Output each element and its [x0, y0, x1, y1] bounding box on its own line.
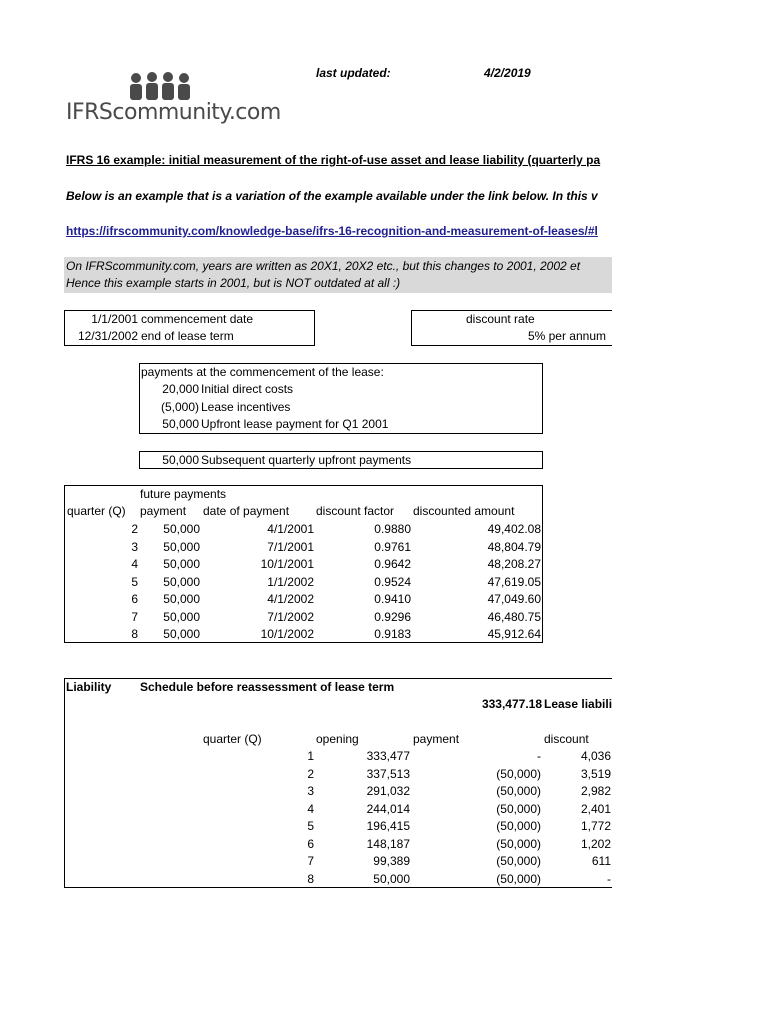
last-updated-value: 4/2/2019	[484, 66, 531, 80]
opening-cell: 99,389	[373, 854, 410, 868]
discounted-amount-cell: 45,912.64	[487, 627, 541, 641]
opening-cell: 291,032	[366, 784, 410, 798]
intro-text: Below is an example that is a variation of the example available under the link below. In this v	[66, 189, 598, 203]
payment-cell: (50,000)	[496, 836, 541, 851]
upfront-payment-label: Upfront lease payment for Q1 2001	[201, 417, 389, 431]
header-discount-factor: discount factor	[316, 504, 395, 518]
header-date-of-payment: date of payment	[203, 504, 290, 518]
commencement-date-label: commencement date	[141, 312, 254, 326]
note-line-1: On IFRScommunity.com, years are written as 20X1, 20X2 etc., but this changes to 2001, 2002 et	[66, 259, 581, 273]
discount-factor-cell: 0.9880	[374, 522, 411, 536]
discount-cell: 1,202	[580, 836, 611, 851]
commencement-heading: payments at the commencement of the lease:	[141, 365, 384, 379]
header-quarter: quarter (Q)	[67, 504, 126, 518]
note-line-2: Hence this example starts in 2001, but is NOT outdated at all :)	[66, 276, 401, 290]
subsequent-payments-label: Subsequent quarterly upfront payments	[201, 453, 412, 467]
discount-cell: 611	[591, 854, 611, 868]
liability-header-quarter: quarter (Q)	[203, 732, 262, 746]
payment-cell: 50,000	[163, 574, 200, 589]
discount-cell: 3,519	[580, 766, 611, 781]
lease-liability-total-label: Lease liabili	[544, 697, 612, 711]
liability-header-opening: opening	[316, 732, 359, 746]
commencement-date-value: 1/1/2001	[91, 312, 138, 326]
page-title: IFRS 16 example: initial measurement of the right-of-use asset and lease liability (quarterly pa	[66, 153, 601, 167]
quarter-cell: 4	[307, 801, 314, 816]
quarter-cell: 5	[307, 819, 314, 833]
payment-cell: (50,000)	[496, 784, 541, 798]
payment-cell: (50,000)	[496, 819, 541, 833]
opening-cell: 244,014	[366, 801, 410, 816]
header-discounted-amount: discounted amount	[413, 504, 515, 518]
end-of-term-value: 12/31/2002	[77, 329, 138, 343]
discount-cell: -	[607, 871, 611, 886]
date-cell: 7/1/2002	[267, 609, 314, 624]
date-cell: 7/1/2001	[267, 539, 314, 554]
lease-incentives-amount: (5,000)	[160, 400, 199, 414]
discount-factor-cell: 0.9410	[374, 592, 411, 606]
quarter-cell: 6	[307, 836, 314, 851]
liability-left-border	[64, 678, 65, 888]
date-cell: 4/1/2002	[267, 592, 314, 606]
knowledge-base-link[interactable]: https://ifrscommunity.com/knowledge-base/ifrs-16-recognition-and-measurement-of-leases/#l	[66, 224, 598, 238]
payment-cell: (50,000)	[496, 766, 541, 781]
payment-cell: 50,000	[163, 557, 200, 571]
liability-schedule-title: Schedule before reassessment of lease term	[140, 680, 395, 694]
initial-direct-costs-label: Initial direct costs	[201, 382, 294, 396]
payment-cell: (50,000)	[496, 801, 541, 816]
quarter-cell: 2	[307, 766, 314, 781]
upfront-payment-amount: 50,000	[162, 417, 199, 431]
people-icon	[122, 72, 222, 102]
last-updated-label: last updated:	[316, 66, 391, 80]
subsequent-payments-amount: 50,000	[162, 453, 199, 467]
discount-factor-cell: 0.9642	[374, 557, 411, 571]
lease-liability-total-value: 333,477.18	[481, 697, 542, 711]
date-cell: 1/1/2002	[267, 574, 314, 589]
date-cell: 10/1/2001	[260, 557, 314, 571]
end-of-term-label: end of lease term	[141, 329, 234, 343]
ifrscommunity-logo	[64, 72, 281, 130]
lease-incentives-label: Lease incentives	[201, 400, 291, 414]
quarter-cell: 3	[131, 539, 138, 554]
discounted-amount-cell: 46,480.75	[487, 609, 541, 624]
quarter-cell: 4	[131, 557, 138, 571]
payment-cell: 50,000	[163, 522, 200, 536]
quarter-cell: 1	[307, 749, 314, 763]
payment-cell: 50,000	[163, 609, 200, 624]
payment-cell: (50,000)	[496, 854, 541, 868]
discounted-amount-cell: 49,402.08	[487, 522, 541, 536]
discount-cell: 4,036	[580, 749, 611, 763]
opening-cell: 50,000	[373, 871, 410, 886]
opening-cell: 337,513	[366, 766, 410, 781]
liability-header-discount: discount	[544, 732, 589, 746]
liability-label: Liability	[66, 680, 112, 694]
payment-cell: (50,000)	[496, 871, 541, 886]
quarter-cell: 5	[131, 574, 138, 589]
discount-cell: 2,982	[580, 784, 611, 798]
discount-factor-cell: 0.9296	[374, 609, 411, 624]
quarter-cell: 8	[131, 627, 138, 641]
discount-factor-cell: 0.9183	[374, 627, 411, 641]
discount-rate-label: discount rate	[466, 312, 535, 326]
discount-cell: 2,401	[580, 801, 611, 816]
initial-direct-costs-amount: 20,000	[162, 382, 199, 396]
quarter-cell: 8	[307, 871, 314, 886]
quarter-cell: 3	[307, 784, 314, 798]
discounted-amount-cell: 48,208.27	[487, 557, 541, 571]
logo-text: IFRScommunity.com	[66, 100, 281, 125]
quarter-cell: 2	[131, 522, 138, 536]
discount-factor-cell: 0.9761	[374, 539, 411, 554]
payment-cell: 50,000	[163, 627, 200, 641]
discount-factor-cell: 0.9524	[374, 574, 411, 589]
quarter-cell: 7	[307, 854, 314, 868]
opening-cell: 196,415	[366, 819, 410, 833]
quarter-cell: 7	[131, 609, 138, 624]
payment-cell: -	[537, 749, 541, 763]
header-payment: payment	[140, 504, 187, 518]
quarter-cell: 6	[131, 592, 138, 606]
discount-rate-value: 5% per annum	[527, 329, 606, 343]
liability-header-payment: payment	[413, 732, 460, 746]
discounted-amount-cell: 48,804.79	[487, 539, 541, 554]
discounted-amount-cell: 47,619.05	[487, 574, 541, 589]
payment-cell: 50,000	[163, 539, 200, 554]
opening-cell: 333,477	[366, 749, 410, 763]
date-cell: 4/1/2001	[267, 522, 314, 536]
future-payments-group-header: future payments	[140, 487, 227, 501]
opening-cell: 148,187	[366, 836, 410, 851]
date-cell: 10/1/2002	[260, 627, 314, 641]
payment-cell: 50,000	[163, 592, 200, 606]
discounted-amount-cell: 47,049.60	[487, 592, 541, 606]
discount-cell: 1,772	[580, 819, 611, 833]
